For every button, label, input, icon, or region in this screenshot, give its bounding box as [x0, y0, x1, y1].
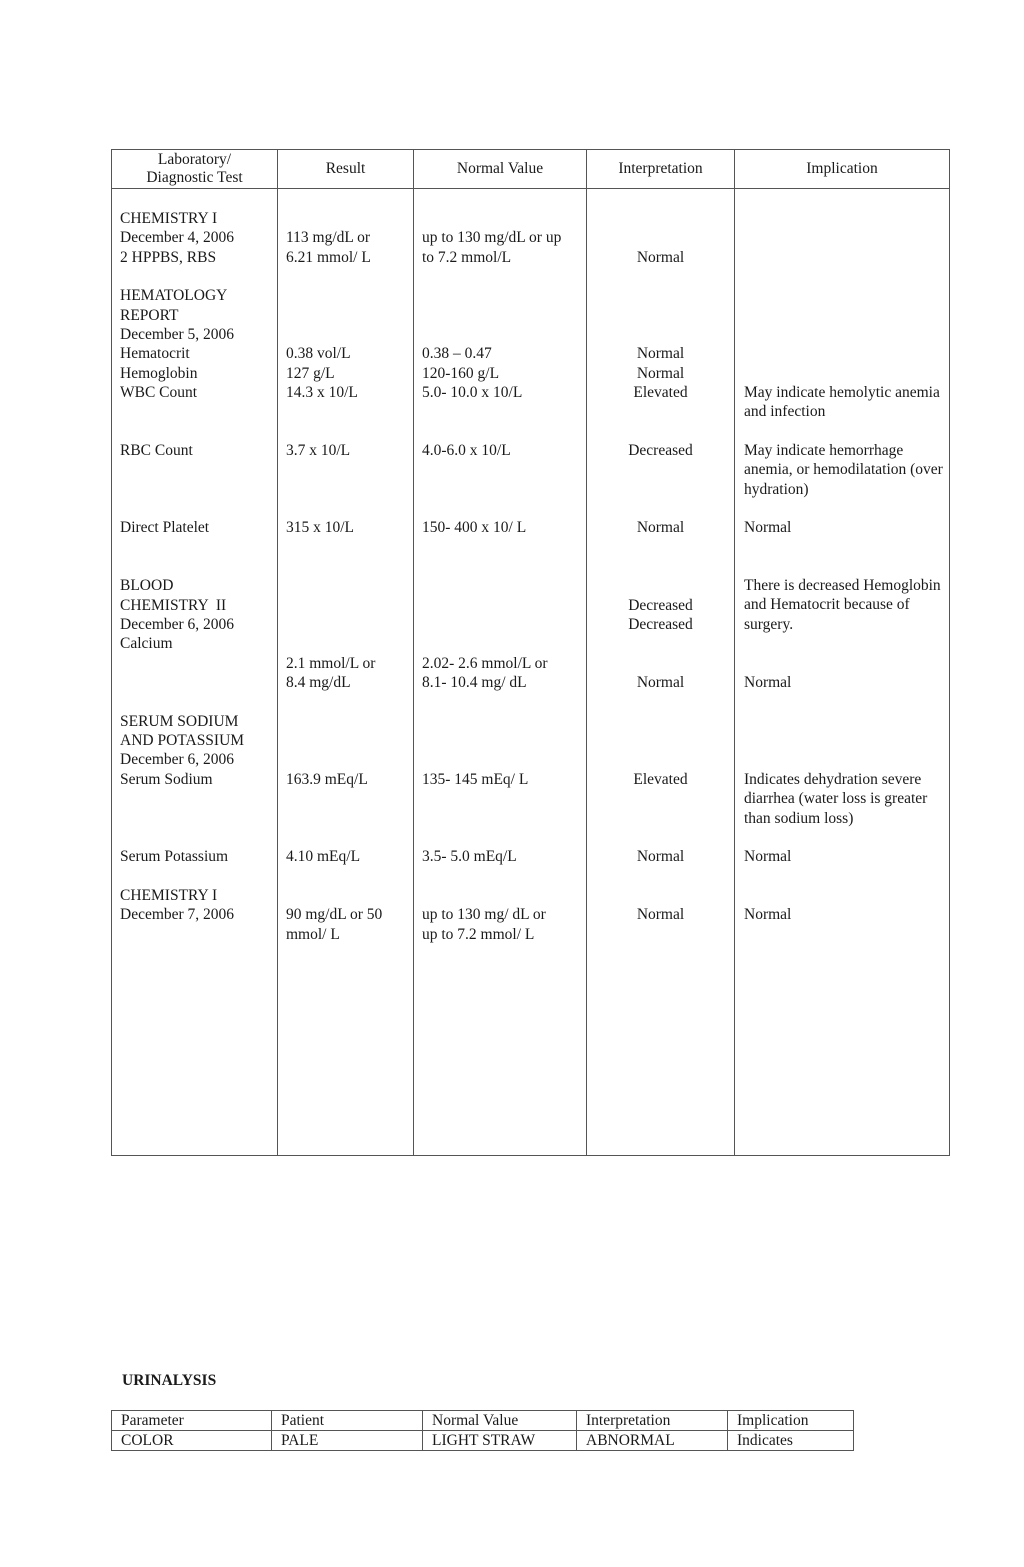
test-line: December 6, 2006 — [120, 616, 235, 633]
interpretation-line: Normal — [636, 365, 685, 382]
header-normal-value: Normal Value — [414, 150, 587, 189]
interpretation-line: Normal — [636, 249, 685, 266]
normal-line: 2.02- 2.6 mmol/L or — [422, 655, 548, 672]
result-line: 90 mg/dL or 50 — [286, 906, 383, 923]
lab-results-table — [111, 149, 950, 1156]
test-line: December 5, 2006 — [120, 326, 235, 343]
normal-line: 4.0-6.0 x 10/L — [422, 442, 511, 459]
normal-line: 150- 400 x 10/ L — [422, 519, 527, 536]
normal-line: 135- 145 mEq/ L — [422, 771, 529, 788]
interpretation-line: Decreased — [628, 616, 693, 633]
header-interpretation: Interpretation — [587, 150, 735, 189]
interpretation-line: Decreased — [628, 442, 693, 459]
normal-line: 120-160 g/L — [422, 365, 500, 382]
implication-text: Indicates dehydration severe diarrhea (water loss is greater than sodium loss) — [744, 771, 928, 827]
normal-line: 3.5- 5.0 mEq/L — [422, 848, 517, 865]
header-test: Laboratory/ Diagnostic Test — [112, 150, 278, 189]
result-line: 163.9 mEq/L — [286, 771, 368, 788]
result-line: 4.10 mEq/L — [286, 848, 361, 865]
implication-text: May indicate hemolytic anemia and infection — [744, 384, 940, 421]
normal-line: up to 130 mg/dL or up — [422, 229, 562, 246]
test-line: HEMATOLOGY — [120, 287, 228, 304]
normal-line: up to 130 mg/ dL or — [422, 906, 546, 923]
urinalysis-cell: COLOR — [112, 1431, 272, 1451]
test-line: Direct Platelet — [120, 519, 210, 536]
implication-text: Normal — [744, 519, 792, 536]
normal-line: up to 7.2 mmol/ L — [422, 926, 535, 943]
urinalysis-cell: ABNORMAL — [577, 1431, 728, 1451]
urinalysis-heading: URINALYSIS — [122, 1372, 217, 1389]
interpretation-line: Elevated — [633, 384, 688, 401]
normal-line: to 7.2 mmol/L — [422, 249, 512, 266]
urinalysis-header-row — [112, 1411, 854, 1431]
test-line: Calcium — [120, 635, 173, 652]
urinalysis-header-cell: Patient — [272, 1411, 423, 1431]
test-line: December 7, 2006 — [120, 906, 235, 923]
result-line: 14.3 x 10/L — [286, 384, 358, 401]
test-line: December 4, 2006 — [120, 229, 235, 246]
urinalysis-cell: PALE — [272, 1431, 423, 1451]
implication-text: May indicate hemorrhage anemia, or hemodilatation (over hydration) — [744, 442, 943, 498]
result-column — [278, 189, 414, 1156]
interpretation-line: Normal — [636, 674, 685, 691]
urinalysis-header-cell: Parameter — [112, 1411, 272, 1431]
result-line: 0.38 vol/L — [286, 345, 351, 362]
urinalysis-header-cell: Interpretation — [577, 1411, 728, 1431]
test-line: REPORT — [120, 307, 179, 324]
normal-value-column — [414, 189, 587, 1156]
implication-text: Normal — [744, 848, 792, 865]
test-line: Hematocrit — [120, 345, 190, 362]
implication-text: There is decreased Hemoglobin and Hematocrit because of surgery. — [744, 577, 941, 633]
implication-text: Normal — [744, 906, 792, 923]
header-result: Result — [278, 150, 414, 189]
urinalysis-header-cell: Normal Value — [423, 1411, 577, 1431]
implication-text: Normal — [744, 674, 792, 691]
interpretation-line: Normal — [636, 906, 685, 923]
test-line: BLOOD — [120, 577, 174, 594]
test-line: WBC Count — [120, 384, 198, 401]
result-line: 315 x 10/L — [286, 519, 355, 536]
urinalysis-table — [111, 1410, 854, 1451]
result-line: 2.1 mmol/L or — [286, 655, 376, 672]
interpretation-line: Elevated — [633, 771, 688, 788]
test-line: 2 HPPBS, RBS — [120, 249, 217, 266]
result-line: 3.7 x 10/L — [286, 442, 351, 459]
test-line: Hemoglobin — [120, 365, 198, 382]
test-line: CHEMISTRY I — [120, 887, 218, 904]
test-line: RBC Count — [120, 442, 193, 459]
result-line: 8.4 mg/dL — [286, 674, 351, 691]
interpretation-line: Normal — [636, 848, 685, 865]
urinalysis-header-cell: Implication — [728, 1411, 854, 1431]
test-line: Serum Potassium — [120, 848, 229, 865]
interpretation-column — [587, 189, 735, 1156]
interpretation-line: Decreased — [628, 597, 693, 614]
interpretation-line: Normal — [636, 345, 685, 362]
interpretation-line: Normal — [636, 519, 685, 536]
test-line: December 6, 2006 — [120, 751, 235, 768]
test-line: CHEMISTRY II — [120, 597, 227, 614]
normal-line: 8.1- 10.4 mg/ dL — [422, 674, 527, 691]
result-line: 113 mg/dL or — [286, 229, 371, 246]
urinalysis-cell: Indicates — [728, 1431, 854, 1451]
normal-line: 0.38 – 0.47 — [422, 345, 492, 362]
normal-line: 5.0- 10.0 x 10/L — [422, 384, 523, 401]
result-line: 6.21 mmol/ L — [286, 249, 371, 266]
urinalysis-row — [112, 1431, 854, 1451]
header-implication: Implication — [735, 150, 950, 189]
test-column — [112, 189, 278, 1156]
test-line: AND POTASSIUM — [120, 732, 245, 749]
test-line: SERUM SODIUM — [120, 713, 239, 730]
test-line: CHEMISTRY I — [120, 210, 218, 227]
urinalysis-cell: LIGHT STRAW — [423, 1431, 577, 1451]
lab-body-row — [112, 189, 950, 1156]
lab-header-row — [112, 150, 950, 189]
test-line: Serum Sodium — [120, 771, 213, 788]
result-line: 127 g/L — [286, 365, 335, 382]
implication-column — [735, 189, 950, 1156]
result-line: mmol/ L — [286, 926, 340, 943]
